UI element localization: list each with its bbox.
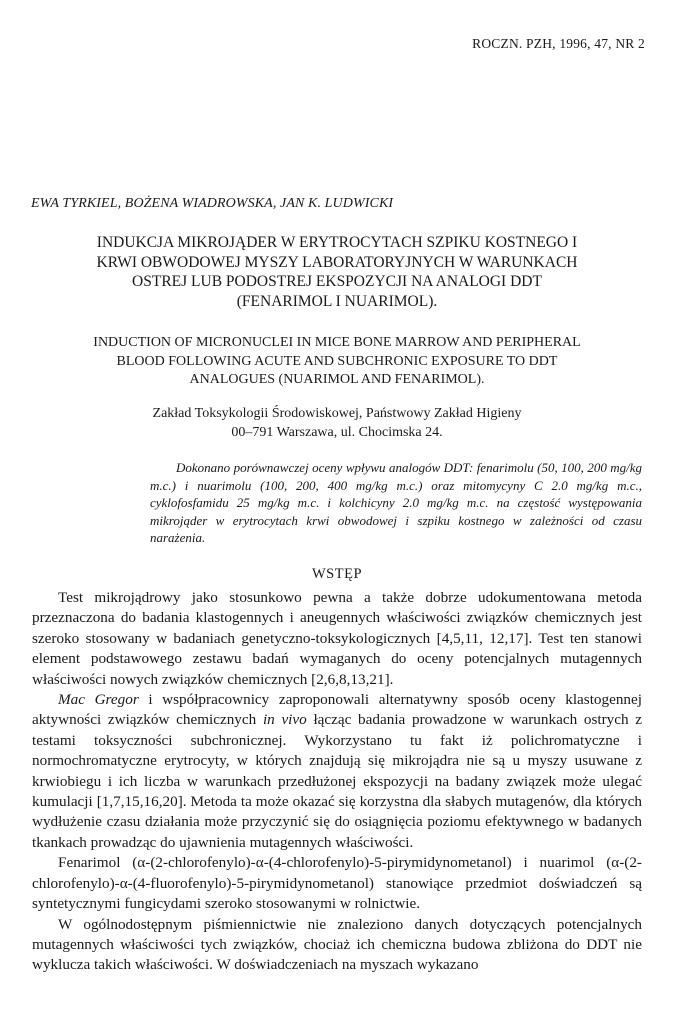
journal-reference: ROCZN. PZH, 1996, 47, NR 2 bbox=[472, 36, 645, 51]
title-polish-line: KRWI OBWODOWEJ MYSZY LABORATORYJNYCH W WARUNKACH bbox=[96, 253, 578, 271]
title-english bbox=[32, 334, 642, 390]
title-polish-line: (FENARIMOL I NUARIMOL). bbox=[236, 292, 438, 310]
title-polish bbox=[32, 233, 642, 311]
affiliation bbox=[32, 404, 642, 442]
paragraph: W ogólnodostępnym piśmiennictwie nie znaleziono danych dotyczących potencjalnych mutagennych właściwości tych związków, chociaż ich chemiczna budowa zbliżona do DDT nie wyklucza takich właściwości. W doświadczeniach na myszach wykazano bbox=[32, 915, 642, 974]
title-polish-line: OSTREJ LUB PODOSTREJ EKSPOZYCJI NA ANALOGI DDT bbox=[132, 273, 542, 290]
paragraph-text: łącząc badania prowadzone w warunkach ostrych z testami toksyczności subchronicznej. Wykorzystano tu fakt iż polichromatyczne i normochromatyczne erytrocyty, w których znajdują się mikrojądra nie są u myszy usuwane z krwiobiegu i ich liczba w warunkach przedłużonej ekspozycji na badany związek może ulegać kumulacji [1,7,15,16,20]. Metoda ta może okazać się korzystna dla słabych mutagenów, dla których wydłużenie czasu działania może przyczynić się do osiągnięcia poziomu efektywnego w badanych tkankach prowadząc do ujawnienia mutagennych właściwości. bbox=[32, 711, 642, 851]
affiliation-line: 00–791 Warszawa, ul. Chocimska 24. bbox=[231, 425, 443, 440]
title-polish-line: INDUKCJA MIKROJĄDER W ERYTROCYTACH SZPIKU KOSTNEGO I bbox=[96, 234, 578, 251]
latin-term: in vivo bbox=[262, 711, 307, 729]
title-english-line: BLOOD FOLLOWING ACUTE AND SUBCHRONIC EXPOSURE TO DDT bbox=[116, 353, 558, 369]
body-text bbox=[32, 588, 642, 976]
affiliation-line: Zakład Toksykologii Środowiskowej, Państwowy Zakład Higieny bbox=[152, 406, 522, 421]
paragraph bbox=[32, 690, 642, 853]
paragraph: Fenarimol (α-(2-chlorofenylo)-α-(4-chlorofenylo)-5-pirymidynometanol) i nuarimol (α-(2-chlorofenylo)-α-(4-fluorofenylo)-5-pirymidynometanol) stanowiące przedmiot doświadczeń są syntetycznymi fungicydami szeroko stosowanymi w rolnictwie. bbox=[32, 854, 642, 913]
title-english-line: ANALOGUES (NUARIMOL AND FENARIMOL). bbox=[189, 372, 485, 387]
author-list: EWA TYRKIEL, BOŻENA WIADROWSKA, JAN K. LUDWICKI bbox=[31, 196, 394, 211]
title-english-line: INDUCTION OF MICRONUCLEI IN MICE BONE MARROW AND PERIPHERAL bbox=[93, 335, 581, 350]
paragraph: Test mikrojądrowy jako stosunkowo pewna a także dobrze udokumentowana metoda przeznaczona do badania klastogennych i aneugennych właściwości związków chemicznych jest szeroko stosowany w badaniach genetyczno-toksykologicznych [4,5,11, 12,17]. Test ten stanowi element podstawowego zestawu badań wymaganych do oceny potencjalnych mutagennych właściwości nowych związków chemicznych [2,6,8,13,21]. bbox=[32, 589, 642, 688]
abstract: Dokonano porównawczej oceny wpływu analogów DDT: fenarimolu (50, 100, 200 mg/kg m.c.) i nuarimolu (100, 200, 400 mg/kg m.c.) oraz mitomycyny C 2.0 mg/kg m.c., cyklofosfamidu 25 mg/kg m.c. i kolchicyny 2.0 mg/kg m.c. na częstość występowania mikrojąder w erytrocytach krwi obwodowej i szpiku kostnego w zależności od czasu narażenia. bbox=[150, 460, 642, 545]
paragraph-text: i współpracownicy zaproponowali alternatywny sposób oceny klastogennej aktywności związków chemicznych bbox=[32, 691, 642, 729]
author-name: Mac Gregor bbox=[58, 691, 139, 709]
section-heading: WSTĘP bbox=[311, 566, 363, 582]
